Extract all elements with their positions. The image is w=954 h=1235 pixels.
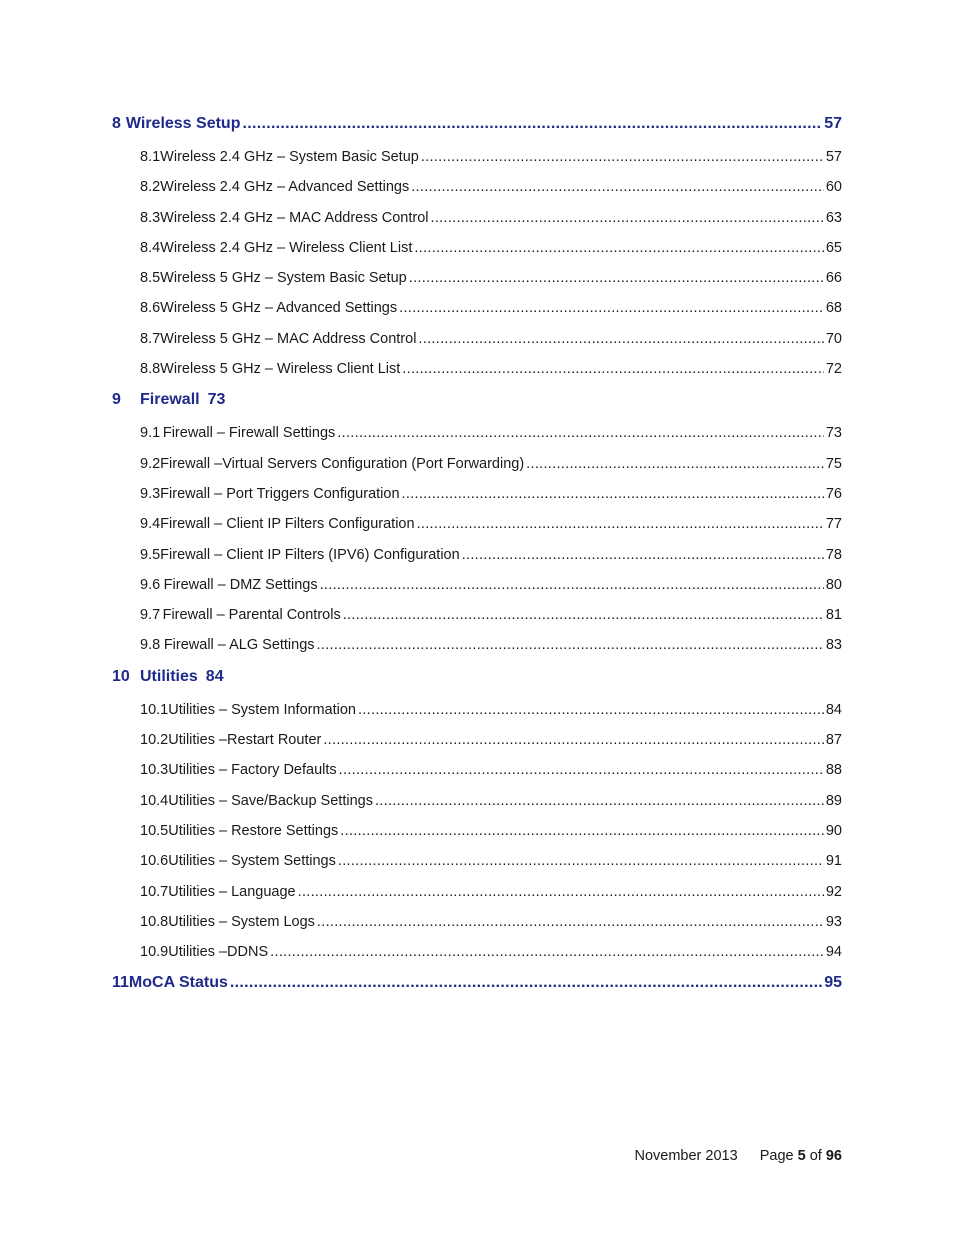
dot-leader	[375, 786, 824, 816]
section-page: 88	[825, 762, 842, 779]
chapter-title: Firewall	[140, 391, 200, 409]
chapter-title: MoCA Status	[128, 974, 228, 992]
dot-leader	[462, 540, 824, 570]
section-number: 10.1	[140, 701, 169, 718]
section-page: 92	[825, 883, 842, 900]
section-title: Utilities – System Information	[168, 701, 356, 718]
toc-entry[interactable]	[112, 755, 842, 785]
section-page: 84	[825, 701, 842, 718]
section-number: 9.6	[140, 576, 161, 593]
dot-leader	[417, 509, 824, 539]
toc-entry[interactable]	[112, 907, 842, 937]
section-number: 8.2	[140, 179, 161, 196]
section-number: 10.4	[140, 792, 169, 809]
toc-chapter-8[interactable]	[112, 112, 842, 136]
toc-entry[interactable]	[112, 695, 842, 725]
chapter-page: 95	[824, 974, 842, 992]
chapter-page: 84	[205, 667, 224, 685]
footer-of-label: of	[809, 1148, 822, 1164]
toc-entry[interactable]	[112, 233, 842, 263]
toc-entry[interactable]	[112, 570, 842, 600]
section-title: Utilities – Language	[168, 883, 296, 900]
section-number: 8.7	[140, 330, 161, 347]
section-title: Firewall – Client IP Filters Configuration	[160, 516, 415, 533]
dot-leader	[242, 112, 822, 136]
toc-entry[interactable]	[112, 142, 842, 172]
dot-leader	[338, 846, 824, 876]
section-title: Utilities –Restart Router	[168, 732, 322, 749]
section-title: Wireless 5 GHz – System Basic Setup	[160, 270, 407, 287]
section-number: 9.7	[140, 607, 161, 624]
dot-leader	[230, 971, 822, 995]
section-number: 10.8	[140, 913, 169, 930]
chapter-title: Wireless Setup	[125, 115, 241, 132]
section-title: Utilities – Restore Settings	[168, 822, 339, 839]
section-page: 78	[825, 546, 842, 563]
chapter-page: 73	[207, 391, 226, 409]
dot-leader	[317, 630, 824, 660]
toc-entry[interactable]	[112, 786, 842, 816]
section-title: Firewall – Firewall Settings	[162, 425, 336, 442]
dot-leader	[339, 755, 824, 785]
chapter-number: 10	[112, 667, 130, 685]
dot-leader	[414, 233, 823, 263]
dot-leader	[320, 570, 824, 600]
toc-entry[interactable]	[112, 630, 842, 660]
section-title: Wireless 5 GHz – Advanced Settings	[160, 300, 398, 317]
section-number: 9.8	[140, 637, 161, 654]
section-page: 63	[825, 209, 842, 226]
section-page: 70	[825, 330, 842, 347]
section-title: Utilities – System Logs	[168, 913, 315, 930]
page-footer	[634, 1148, 842, 1164]
section-title: Firewall – Parental Controls	[162, 607, 341, 624]
section-page: 93	[825, 913, 842, 930]
toc-chapter-11[interactable]	[112, 971, 842, 995]
section-page: 57	[825, 149, 842, 165]
section-page: 77	[825, 516, 842, 533]
dot-leader	[343, 600, 824, 630]
toc-entry[interactable]	[112, 203, 842, 233]
section-page: 65	[825, 239, 842, 256]
toc-entry[interactable]	[112, 846, 842, 876]
toc-chapter-10[interactable]	[112, 665, 842, 689]
section-page: 73	[825, 425, 842, 442]
dot-leader	[298, 877, 824, 907]
section-page: 60	[825, 179, 842, 196]
section-title: Utilities – System Settings	[168, 853, 336, 870]
section-title: Wireless 5 GHz – Wireless Client List	[160, 361, 401, 378]
section-number: 8.5	[140, 270, 161, 287]
section-page: 90	[825, 822, 842, 839]
section-page: 94	[825, 944, 842, 961]
section-page: 83	[825, 637, 842, 654]
toc-entry[interactable]	[112, 354, 842, 384]
section-page: 75	[825, 455, 842, 472]
toc-entry[interactable]	[112, 937, 842, 967]
section-title: Firewall – Client IP Filters (IPV6) Configuration	[160, 546, 460, 563]
toc-entry[interactable]	[112, 418, 842, 448]
dot-leader	[411, 172, 824, 202]
dot-leader	[421, 142, 824, 172]
section-number: 8.3	[140, 209, 161, 226]
dot-leader	[270, 937, 824, 967]
section-title: Firewall –Virtual Servers Configuration (Port Forwarding)	[160, 455, 525, 472]
section-number: 9.5	[140, 546, 161, 563]
toc-entry[interactable]	[112, 509, 842, 539]
footer-page-label: Page	[759, 1148, 794, 1164]
section-page: 66	[825, 270, 842, 287]
section-number: 8.6	[140, 300, 161, 317]
toc-entry[interactable]	[112, 540, 842, 570]
section-number: 8.4	[140, 239, 161, 256]
toc-entry[interactable]	[112, 725, 842, 755]
section-title: Firewall – DMZ Settings	[163, 576, 318, 593]
toc-entry[interactable]	[112, 877, 842, 907]
section-page: 87	[825, 732, 842, 749]
dot-leader	[358, 695, 824, 725]
toc-entry[interactable]	[112, 479, 842, 509]
dot-leader	[402, 354, 824, 384]
footer-page-total: 96	[825, 1148, 842, 1164]
footer-page-number: 5	[797, 1148, 806, 1164]
section-number: 10.2	[140, 732, 169, 749]
section-title: Wireless 2.4 GHz – Advanced Settings	[160, 179, 410, 196]
dot-leader	[337, 418, 824, 448]
toc-entry[interactable]	[112, 600, 842, 630]
toc-entry[interactable]	[112, 293, 842, 323]
toc-chapter-9[interactable]	[112, 388, 842, 412]
section-title: Utilities – Save/Backup Settings	[168, 792, 373, 809]
section-number: 9.4	[140, 516, 161, 533]
dot-leader	[323, 725, 824, 755]
dot-leader	[418, 324, 823, 354]
section-number: 9.2	[140, 455, 161, 472]
section-title: Utilities –DDNS	[168, 944, 269, 961]
section-number: 10.6	[140, 853, 169, 870]
section-page: 76	[825, 485, 842, 502]
section-page: 68	[825, 300, 842, 317]
section-number: 8.8	[140, 361, 161, 378]
toc-entry[interactable]	[112, 449, 842, 479]
dot-leader	[402, 479, 824, 509]
section-title: Wireless 2.4 GHz – Wireless Client List	[160, 239, 413, 256]
section-title: Wireless 2.4 GHz – System Basic Setup	[160, 149, 419, 165]
section-number: 8.1	[140, 149, 161, 165]
toc-entry[interactable]	[112, 324, 842, 354]
toc-entry[interactable]	[112, 263, 842, 293]
table-of-contents	[112, 112, 842, 1001]
dot-leader	[431, 203, 824, 233]
section-page: 72	[825, 361, 842, 378]
dot-leader	[317, 907, 824, 937]
section-title: Utilities – Factory Defaults	[168, 762, 337, 779]
section-title: Wireless 2.4 GHz – MAC Address Control	[160, 209, 429, 226]
section-page: 89	[825, 792, 842, 809]
section-number: 10.5	[140, 822, 169, 839]
section-page: 91	[825, 853, 842, 870]
chapter-number: 8	[112, 115, 121, 132]
section-number: 10.7	[140, 883, 169, 900]
chapter-page: 57	[824, 115, 842, 132]
section-page: 80	[825, 576, 842, 593]
dot-leader	[340, 816, 824, 846]
section-number: 9.1	[140, 425, 161, 442]
dot-leader	[399, 293, 824, 323]
section-number: 10.9	[140, 944, 169, 961]
toc-entry[interactable]	[112, 172, 842, 202]
chapter-title: Utilities	[140, 667, 198, 685]
chapter-number: 9	[112, 391, 121, 409]
footer-date: November 2013	[634, 1148, 738, 1164]
section-page: 81	[825, 607, 842, 624]
section-title: Firewall – ALG Settings	[163, 637, 315, 654]
dot-leader	[409, 263, 824, 293]
section-number: 9.3	[140, 485, 161, 502]
section-title: Firewall – Port Triggers Configuration	[160, 485, 400, 502]
section-number: 10.3	[140, 762, 169, 779]
chapter-number: 11	[112, 974, 129, 992]
section-title: Wireless 5 GHz – MAC Address Control	[160, 330, 417, 347]
dot-leader	[526, 449, 824, 479]
toc-entry[interactable]	[112, 816, 842, 846]
